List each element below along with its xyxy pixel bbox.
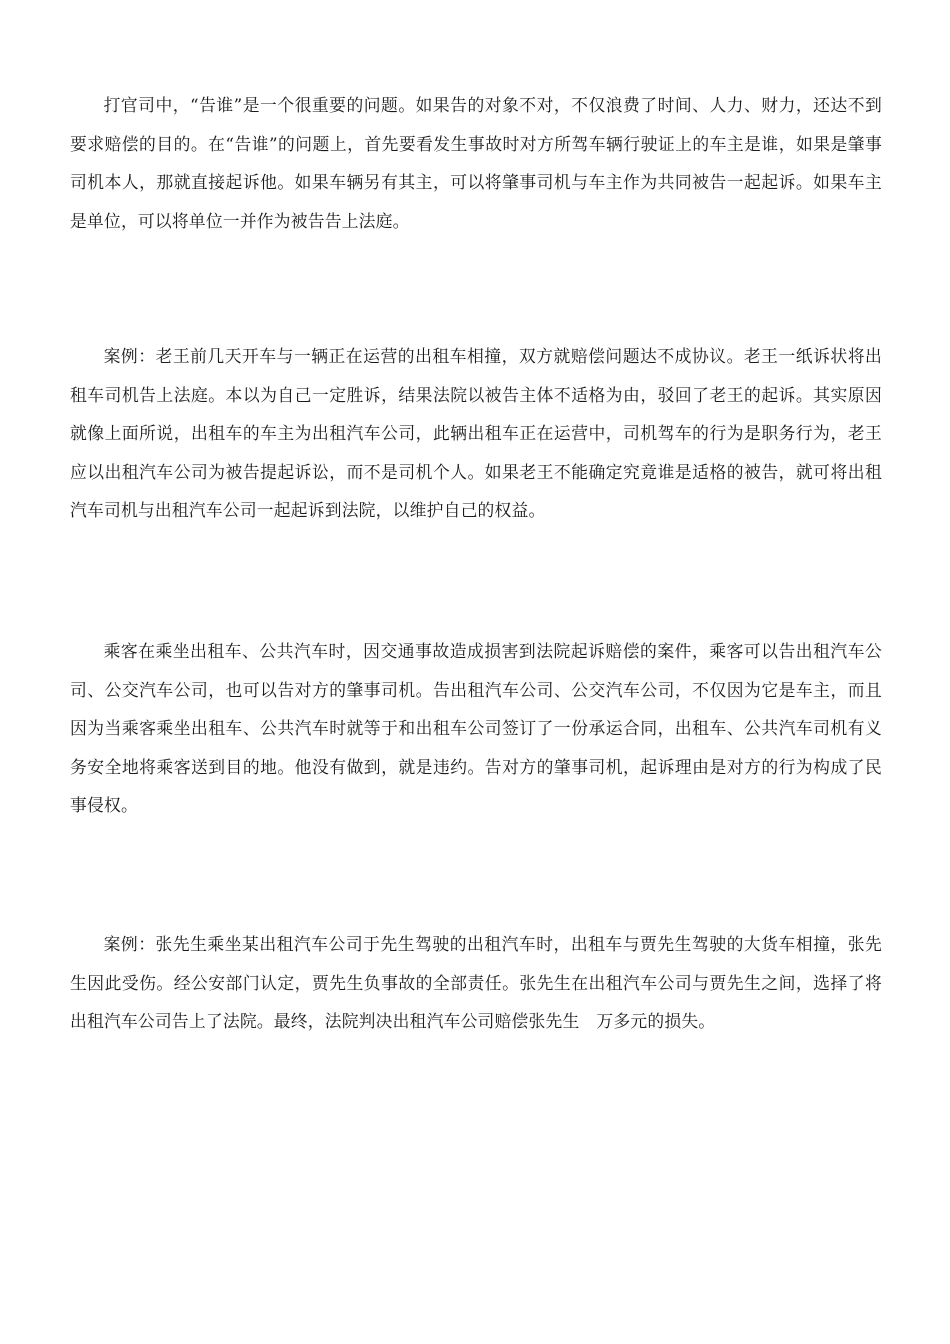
paragraph-case-zhang: 案例：张先生乘坐某出租汽车公司于先生驾驶的出租汽车时，出租车与贾先生驾驶的大货车相撞，张先生因此受伤。经公安部门认定，贾先生负事故的全部责任。张先生在出租汽车公司与贾先生之间，选择了将出租汽车公司告上了法院。最终，法院判决出租汽车公司赔偿张先生 万多元的损失。 <box>70 934 882 1032</box>
paragraph-case-lao-wang: 案例：老王前几天开车与一辆正在运营的出租车相撞，双方就赔偿问题达不成协议。老王一纸诉状将出租车司机告上法庭。本以为自己一定胜诉，结果法院以被告主体不适格为由，驳回了老王的起诉。其实原因就像上面所说，出租车的车主为出租汽车公司，此辆出租车正在运营中，司机驾车的行为是职务行为，老王应以出租汽车公司为被告提起诉讼，而不是司机个人。如果老王不能确定究竟谁是适格的被告，就可将出租汽车司机与出租汽车公司一起起诉到法院，以维护自己的权益。 <box>70 346 882 521</box>
paragraph-who-to-sue: 打官司中，“告谁”是一个很重要的问题。如果告的对象不对，不仅浪费了时间、人力、财力，还达不到要求赔偿的目的。在“告谁”的问题上，首先要看发生事故时对方所驾车辆行驶证上的车主是谁，如果是肇事司机本人，那就直接起诉他。如果车辆另有其主，可以将肇事司机与车主作为共同被告一起起诉。如果车主是单位，可以将单位一并作为被告告上法庭。 <box>70 95 882 231</box>
paragraph-passenger-claims: 乘客在乘坐出租车、公共汽车时，因交通事故造成损害到法院起诉赔偿的案件，乘客可以告出租汽车公司、公交汽车公司，也可以告对方的肇事司机。告出租汽车公司、公交汽车公司，不仅因为它是车主，而且因为当乘客乘坐出租车、公共汽车时就等于和出租车公司签订了一份承运合同，出租车、公共汽车司机有义务安全地将乘客送到目的地。他没有做到，就是违约。告对方的肇事司机，起诉理由是对方的行为构成了民事侵权。 <box>70 641 882 816</box>
